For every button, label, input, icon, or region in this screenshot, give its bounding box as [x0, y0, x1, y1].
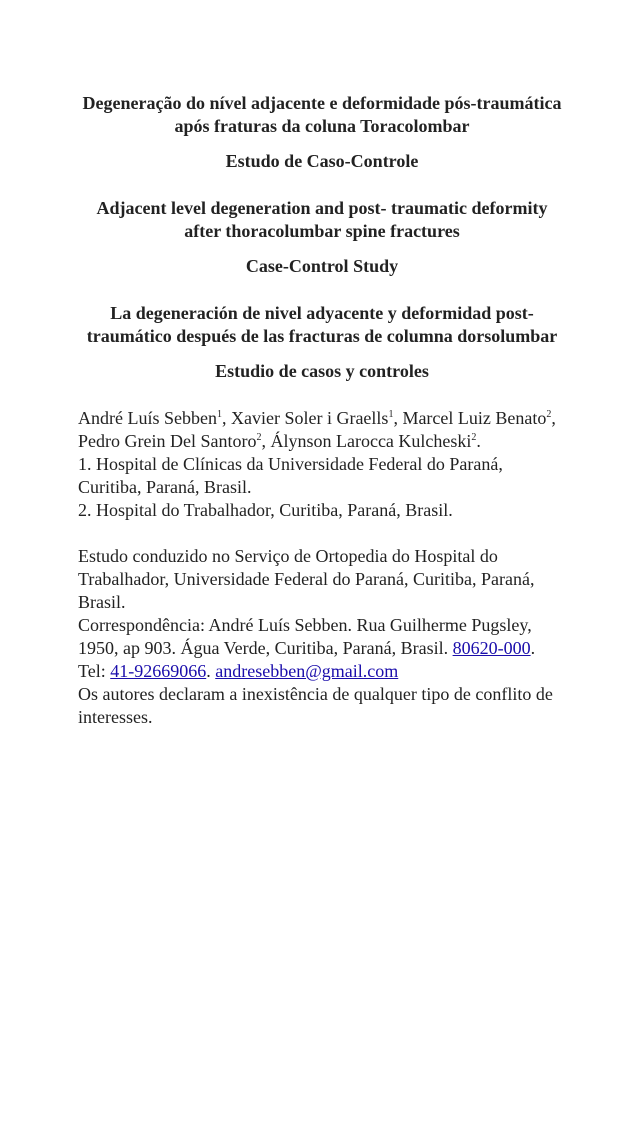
affiliation-2: 2. Hospital do Trabalhador, Curitiba, Paraná, Brasil. [78, 500, 453, 520]
author-4-affiliation: 2 [256, 432, 262, 443]
author-1: André Luís Sebben [78, 408, 217, 428]
author-1-affiliation: 1 [216, 409, 222, 420]
subtitle-portuguese: Estudo de Caso-Controle [225, 151, 419, 171]
correspondence [78, 614, 566, 683]
author-3-affiliation: 2 [546, 409, 552, 420]
correspondence-text: Correspondência: André Luís Sebben. Rua Guilherme Pugsley, 1950, ap 903. Água Verde, Curitiba, Paraná, Brasil. [78, 615, 532, 658]
conflict-statement: Os autores declaram a inexistência de qualquer tipo de conflito de interesses. [78, 684, 553, 727]
author-2: , Xavier Soler i Graells [221, 408, 389, 428]
title-spanish-block [78, 302, 566, 383]
author-2-affiliation: 1 [388, 409, 394, 420]
affiliation-1: 1. Hospital de Clínicas da Universidade Federal do Paraná, Curitiba, Paraná, Brasil. [78, 454, 503, 497]
author-list-end: . [476, 431, 481, 451]
email-link[interactable]: andresebben@gmail.com [215, 661, 399, 681]
spacer [78, 522, 566, 545]
author-list [78, 407, 566, 453]
subtitle-english: Case-Control Study [245, 256, 399, 276]
phone-link[interactable]: 41-92669066 [110, 661, 207, 681]
title-portuguese: Degeneração do nível adjacente e deformidade pós-traumática após fraturas da coluna Toracolombar [82, 93, 562, 136]
title-english: Adjacent level degeneration and post- traumatic deformity after thoracolumbar spine fractures [96, 198, 548, 241]
document-page [78, 92, 566, 729]
author-4: , Pedro Grein Del Santoro [78, 408, 556, 451]
author-3: , Marcel Luiz Benato [393, 408, 547, 428]
author-5-affiliation: 2 [471, 432, 477, 443]
study-location: Estudo conduzido no Serviço de Ortopedia do Hospital do Trabalhador, Universidade Federal do Paraná, Curitiba, Paraná, Brasil. [78, 546, 535, 612]
subtitle-spanish: Estudio de casos y controles [215, 361, 429, 381]
title-portuguese-block [78, 92, 566, 173]
separator: . [206, 661, 216, 681]
tel-label: . Tel: [78, 638, 536, 681]
title-spanish: La degeneración de nivel adyacente y deformidad post-traumático después de las fracturas de columna dorsolumbar [86, 303, 558, 346]
title-english-block [78, 197, 566, 278]
author-5: , Álynson Larocca Kulcheski [261, 431, 472, 451]
postal-code-link[interactable]: 80620-000 [452, 638, 531, 658]
